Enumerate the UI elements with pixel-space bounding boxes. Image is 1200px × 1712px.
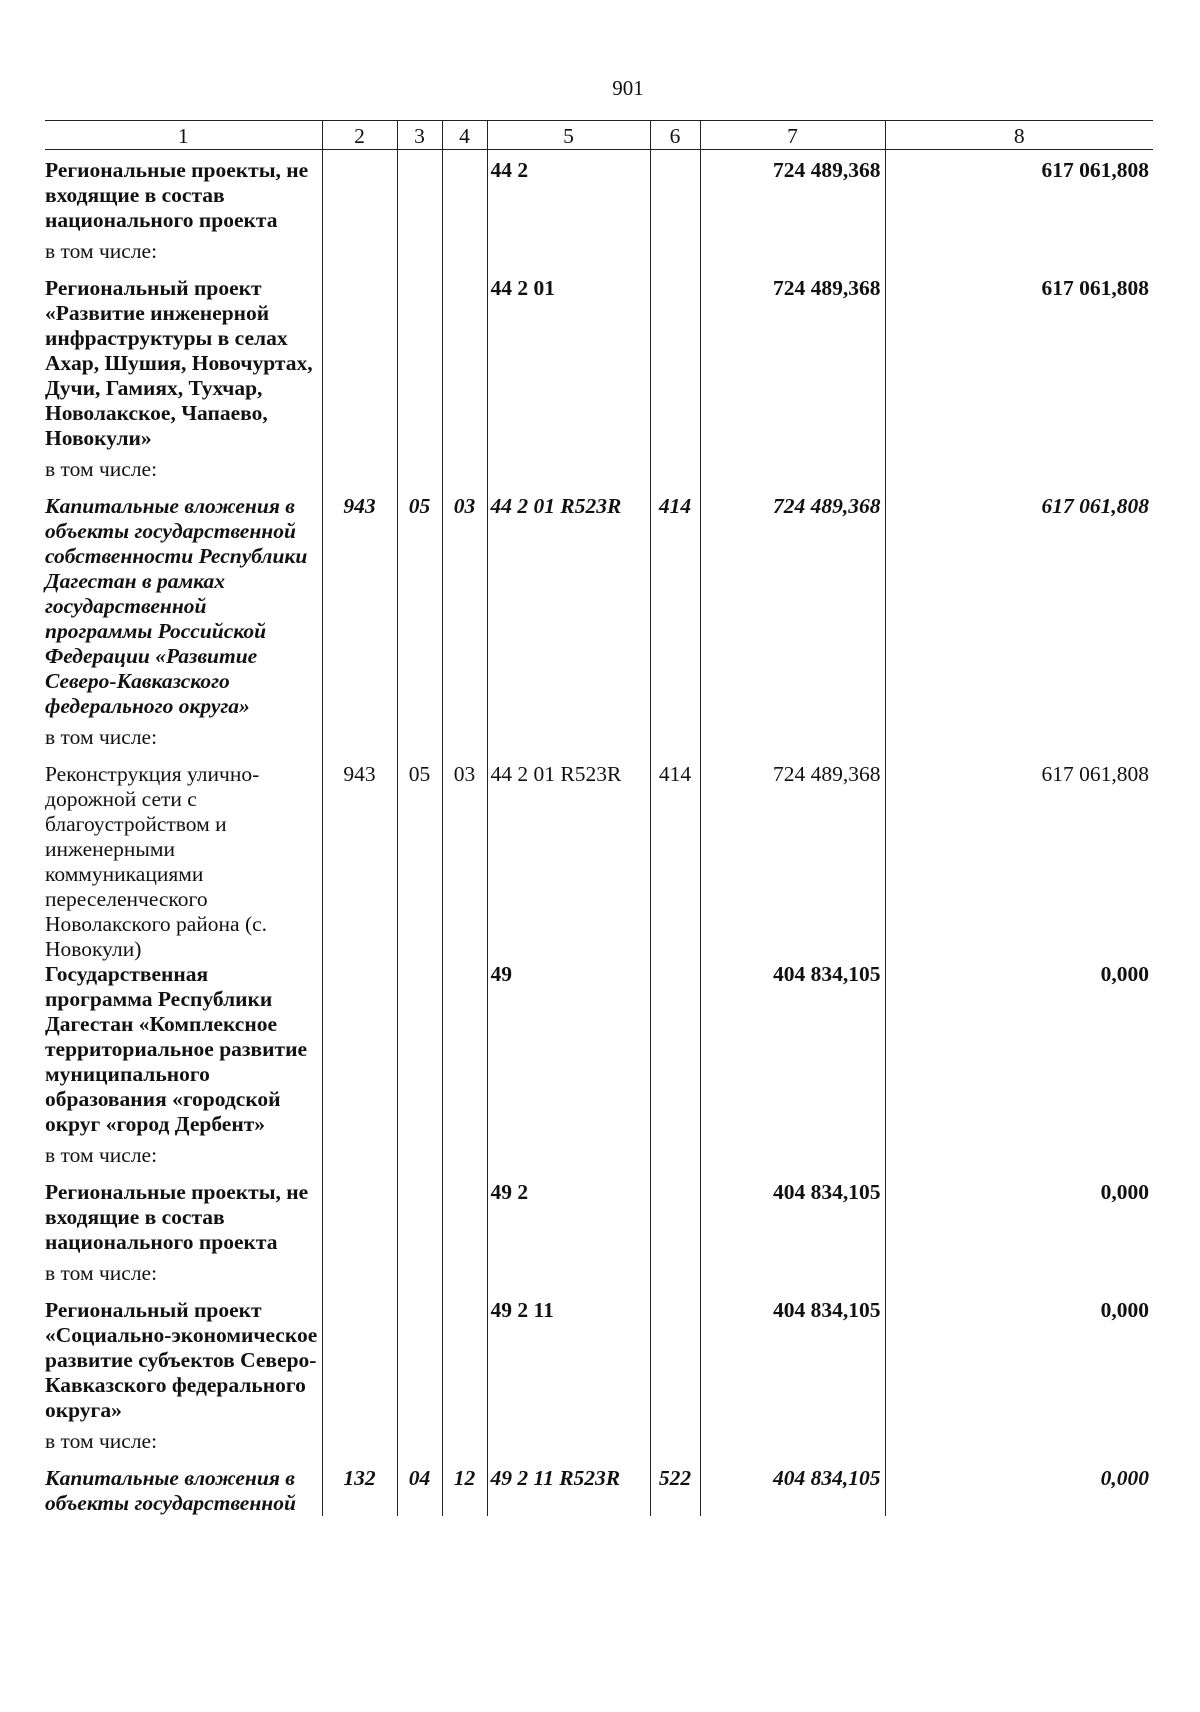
note-row: [45, 451, 1153, 494]
section-code: [397, 276, 442, 451]
table-row: [45, 1298, 1153, 1423]
target-article-code: 49: [487, 962, 650, 1137]
item-name: в том числе:: [45, 457, 158, 481]
item-name: в том числе:: [45, 239, 158, 263]
subsection-code: [442, 233, 487, 276]
subsection-code: 03: [442, 494, 487, 719]
item-name: Капитальные вложения в объекты государственной: [45, 1466, 296, 1515]
item-name: Региональные проекты, не входящие в состав национального проекта: [45, 158, 309, 232]
expense-type-code: [650, 1423, 700, 1466]
subsection-code: [442, 150, 487, 234]
section-code: [397, 1255, 442, 1298]
expense-type-code: [650, 719, 700, 762]
amount-year-1: [700, 719, 885, 762]
ministry-code: [322, 962, 397, 1137]
note-row: [45, 1255, 1153, 1298]
amount-year-2: 617 061,808: [885, 150, 1153, 234]
ministry-code: [322, 150, 397, 234]
item-name: Реконструкция улично-дорожной сети с благоустройством и инженерными коммуникациями переселенческого Новолакского района (с. Новокули): [45, 762, 268, 961]
section-code: [397, 962, 442, 1137]
item-name: Региональный проект «Развитие инженерной инфраструктуры в селах Ахар, Шушия, Новочуртах, Дучи, Гамиях, Тухчар, Новолакское, Чапаево, Новокули»: [45, 276, 313, 450]
table-row: [45, 494, 1153, 719]
ministry-code: 132: [322, 1466, 397, 1516]
amount-year-1: 404 834,105: [700, 1466, 885, 1516]
target-article-code: [487, 719, 650, 762]
column-header: 8: [885, 121, 1153, 150]
ministry-code: [322, 1255, 397, 1298]
subsection-code: [442, 1180, 487, 1255]
item-name: Капитальные вложения в объекты государственной собственности Республики Дагестан в рамках государственной программы Российской Федерации «Развитие Северо-Кавказского федерального округа»: [45, 494, 308, 718]
amount-year-1: 724 489,368: [700, 762, 885, 962]
target-article-code: [487, 1137, 650, 1180]
section-code: [397, 1137, 442, 1180]
section-code: [397, 233, 442, 276]
target-article-code: [487, 1423, 650, 1466]
amount-year-1: 404 834,105: [700, 1298, 885, 1423]
amount-year-2: 0,000: [885, 962, 1153, 1137]
subsection-code: 12: [442, 1466, 487, 1516]
amount-year-1: 724 489,368: [700, 276, 885, 451]
note-row: [45, 1423, 1153, 1466]
note-row: [45, 233, 1153, 276]
target-article-code: [487, 451, 650, 494]
amount-year-2: [885, 719, 1153, 762]
expense-type-code: 414: [650, 494, 700, 719]
ministry-code: [322, 719, 397, 762]
target-article-code: 44 2 01 R523R: [487, 494, 650, 719]
expense-type-code: [650, 962, 700, 1137]
amount-year-2: 0,000: [885, 1298, 1153, 1423]
ministry-code: [322, 1180, 397, 1255]
expense-type-code: 414: [650, 762, 700, 962]
item-name: в том числе:: [45, 1429, 158, 1453]
section-code: [397, 1180, 442, 1255]
table-row: [45, 762, 1153, 962]
amount-year-2: 617 061,808: [885, 494, 1153, 719]
subsection-code: [442, 276, 487, 451]
target-article-code: 49 2: [487, 1180, 650, 1255]
column-header: 1: [45, 121, 322, 150]
note-row: [45, 719, 1153, 762]
ministry-code: [322, 233, 397, 276]
amount-year-1: 724 489,368: [700, 150, 885, 234]
target-article-code: [487, 1255, 650, 1298]
amount-year-2: [885, 1137, 1153, 1180]
subsection-code: [442, 1423, 487, 1466]
amount-year-1: [700, 1423, 885, 1466]
target-article-code: 44 2 01 R523R: [487, 762, 650, 962]
page-number: 901: [612, 76, 644, 100]
target-article-code: 44 2 01: [487, 276, 650, 451]
amount-year-2: [885, 233, 1153, 276]
amount-year-2: 0,000: [885, 1180, 1153, 1255]
amount-year-1: 404 834,105: [700, 962, 885, 1137]
expense-type-code: [650, 150, 700, 234]
ministry-code: [322, 451, 397, 494]
expense-type-code: [650, 451, 700, 494]
expense-type-code: [650, 1298, 700, 1423]
ministry-code: 943: [322, 494, 397, 719]
item-name: в том числе:: [45, 1261, 158, 1285]
column-header: 5: [487, 121, 650, 150]
section-code: 05: [397, 494, 442, 719]
item-name: в том числе:: [45, 725, 158, 749]
subsection-code: [442, 1298, 487, 1423]
item-name: Региональные проекты, не входящие в состав национального проекта: [45, 1180, 309, 1254]
section-code: 04: [397, 1466, 442, 1516]
table-body: [45, 150, 1153, 1517]
section-code: [397, 719, 442, 762]
section-code: 05: [397, 762, 442, 962]
amount-year-1: 404 834,105: [700, 1180, 885, 1255]
subsection-code: [442, 1255, 487, 1298]
amount-year-2: 0,000: [885, 1466, 1153, 1516]
expense-type-code: [650, 1255, 700, 1298]
subsection-code: [442, 719, 487, 762]
target-article-code: 44 2: [487, 150, 650, 234]
amount-year-2: [885, 1255, 1153, 1298]
expense-type-code: [650, 276, 700, 451]
target-article-code: 49 2 11: [487, 1298, 650, 1423]
ministry-code: 943: [322, 762, 397, 962]
expense-type-code: [650, 1180, 700, 1255]
amount-year-2: 617 061,808: [885, 276, 1153, 451]
target-article-code: 49 2 11 R523R: [487, 1466, 650, 1516]
section-code: [397, 1423, 442, 1466]
item-name: Государственная программа Республики Дагестан «Комплексное территориальное развитие муниципального образования «городской округ «город Дербент»: [45, 962, 308, 1136]
ministry-code: [322, 1423, 397, 1466]
amount-year-1: [700, 233, 885, 276]
column-header: 4: [442, 121, 487, 150]
ministry-code: [322, 1298, 397, 1423]
target-article-code: [487, 233, 650, 276]
table-row: [45, 150, 1153, 234]
table-row: [45, 1180, 1153, 1255]
expense-type-code: 522: [650, 1466, 700, 1516]
ministry-code: [322, 1137, 397, 1180]
amount-year-2: [885, 1423, 1153, 1466]
section-code: [397, 150, 442, 234]
column-header: 2: [322, 121, 397, 150]
column-header: 3: [397, 121, 442, 150]
subsection-code: [442, 962, 487, 1137]
budget-table: [45, 120, 1153, 1516]
header-row: [45, 121, 1153, 150]
column-header: 7: [700, 121, 885, 150]
note-row: [45, 1137, 1153, 1180]
amount-year-2: [885, 451, 1153, 494]
table-row: [45, 1466, 1153, 1516]
subsection-code: 03: [442, 762, 487, 962]
amount-year-1: [700, 451, 885, 494]
table-row: [45, 276, 1153, 451]
subsection-code: [442, 1137, 487, 1180]
ministry-code: [322, 276, 397, 451]
amount-year-2: 617 061,808: [885, 762, 1153, 962]
amount-year-1: 724 489,368: [700, 494, 885, 719]
subsection-code: [442, 451, 487, 494]
item-name: Региональный проект «Социально-экономическое развитие субъектов Северо-Кавказского федерального округа»: [45, 1298, 318, 1422]
column-header: 6: [650, 121, 700, 150]
section-code: [397, 1298, 442, 1423]
expense-type-code: [650, 233, 700, 276]
section-code: [397, 451, 442, 494]
table-row: [45, 962, 1153, 1137]
amount-year-1: [700, 1137, 885, 1180]
expense-type-code: [650, 1137, 700, 1180]
item-name: в том числе:: [45, 1143, 158, 1167]
amount-year-1: [700, 1255, 885, 1298]
